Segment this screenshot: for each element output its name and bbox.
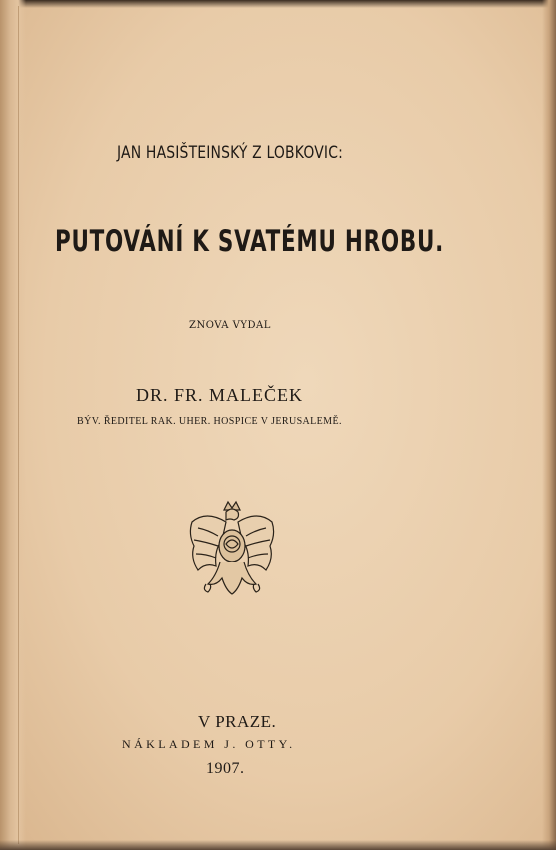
publication-year: 1907. (206, 760, 245, 777)
page-edge (542, 0, 556, 850)
binding-line (18, 6, 19, 844)
editor-name: DR. FR. MALEČEK (136, 385, 304, 405)
bottom-edge (0, 840, 556, 850)
author-line: JAN HASIŠTEINSKÝ Z LOBKOVIC: (117, 143, 343, 163)
book-title: PUTOVÁNÍ K SVATÉMU HROBU. (55, 224, 445, 258)
top-shadow (0, 0, 556, 8)
editor-label: ZNOVA VYDAL (189, 320, 271, 331)
eagle-emblem-icon (186, 500, 278, 598)
publication-place: V PRAZE. (198, 712, 277, 731)
publisher: NÁKLADEM J. OTTY. (122, 737, 296, 751)
binding-edge (0, 0, 26, 850)
editor-role: BÝV. ŘEDITEL RAK. UHER. HOSPICE V JERUSALEMĚ. (77, 416, 342, 427)
